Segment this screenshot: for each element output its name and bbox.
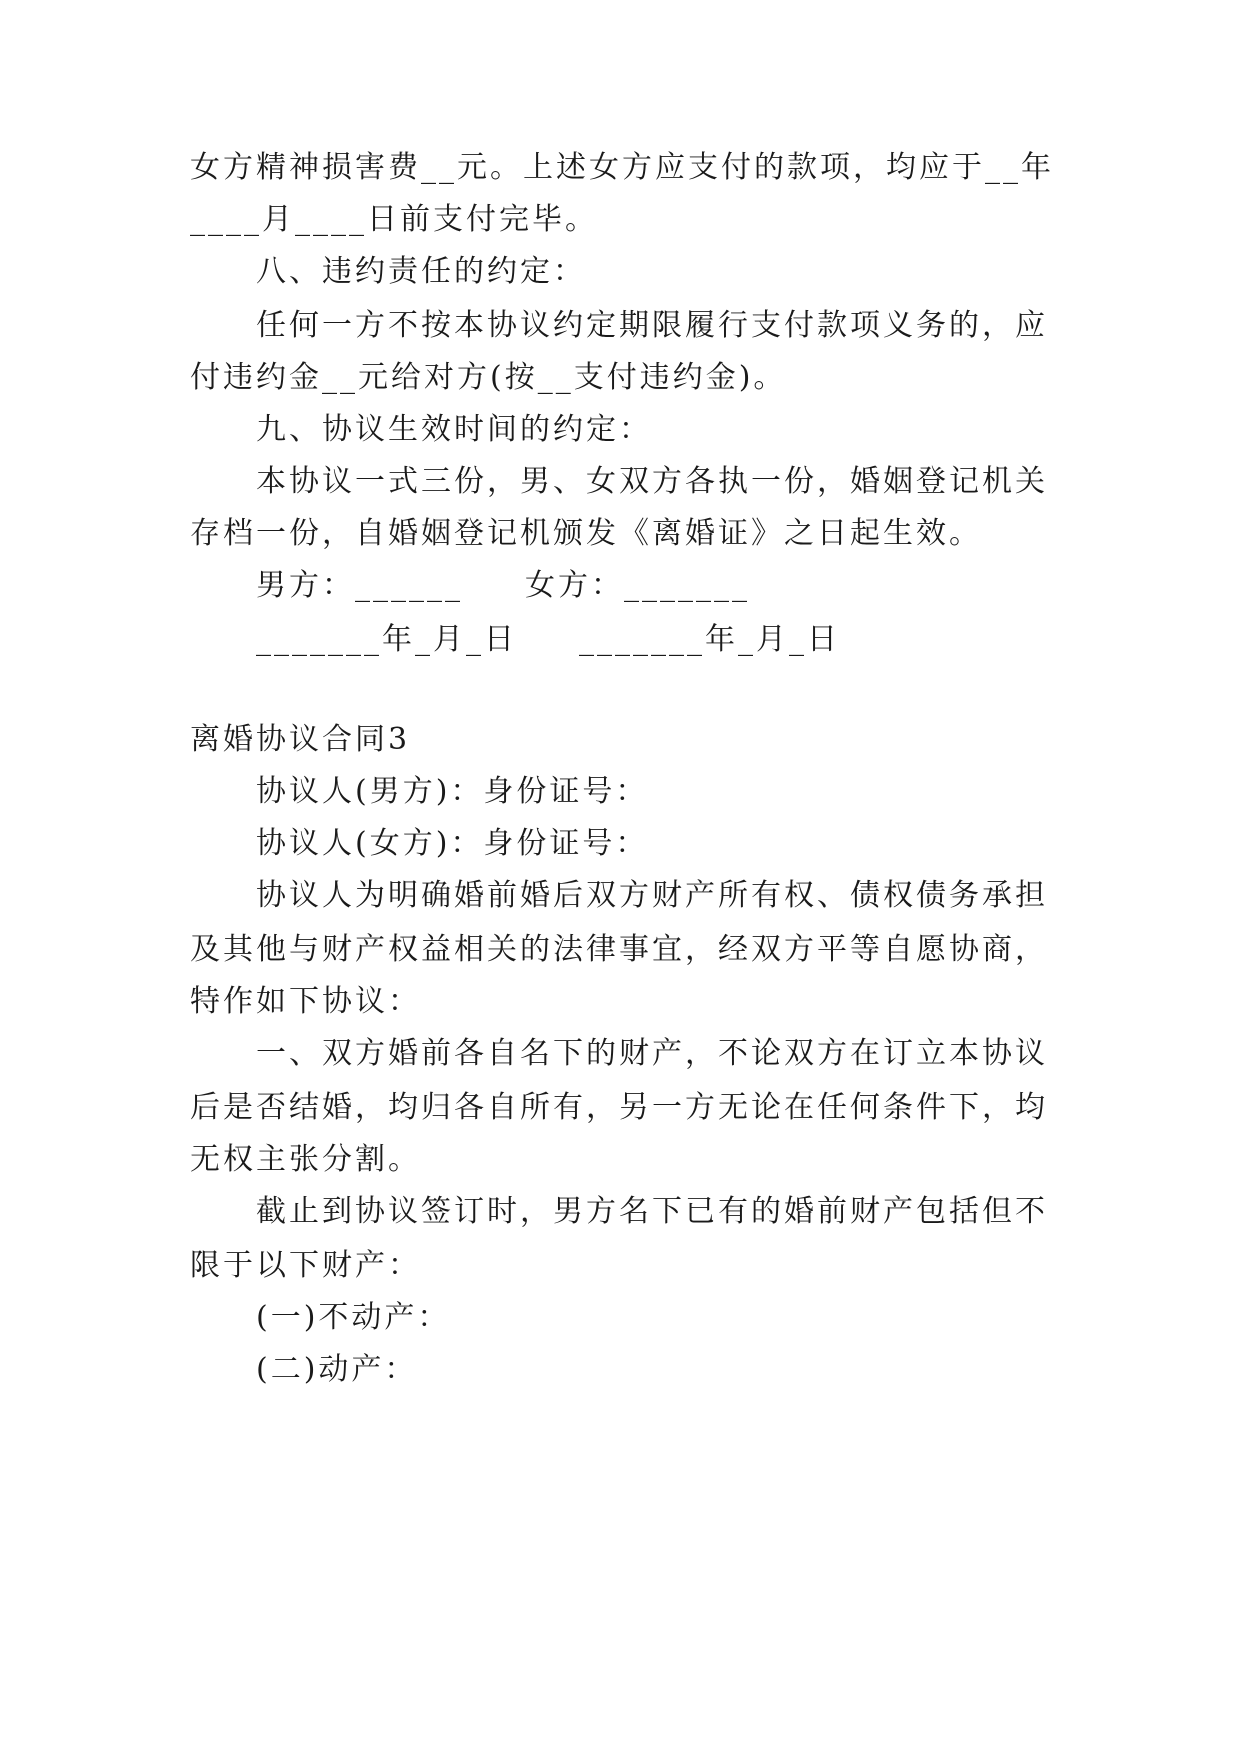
paragraph-line: 女方精神损害费__元。上述女方应支付的款项，均应于__年	[190, 150, 1054, 185]
paragraph-line: 存档一份，自婚姻登记机颁发《离婚证》之日起生效。	[190, 516, 982, 551]
paragraph-line: 一、双方婚前各自名下的财产，不论双方在订立本协议	[256, 1036, 1048, 1071]
paragraph-line: 特作如下协议：	[190, 984, 421, 1019]
date-line	[256, 620, 1126, 660]
paragraph-line: 截止到协议签订时，男方名下已有的婚前财产包括但不	[256, 1194, 1048, 1229]
female-date: _______年_月_日	[579, 622, 840, 657]
paragraph-line: 无权主张分割。	[190, 1142, 421, 1177]
list-item: (一)不动产：	[256, 1300, 451, 1335]
signature-line	[256, 566, 1126, 606]
paragraph-line: ____月____日前支付完毕。	[190, 202, 598, 237]
male-signature: 男方：______	[256, 568, 463, 603]
clause-heading: 八、违约责任的约定：	[256, 254, 586, 289]
clause-heading: 九、协议生效时间的约定：	[256, 412, 652, 447]
paragraph-line: 协议人为明确婚前婚后双方财产所有权、债权债务承担	[256, 878, 1048, 913]
section-title: 离婚协议合同3	[190, 722, 411, 757]
female-signature: 女方：_______	[525, 568, 750, 603]
party-line: 协议人(男方)：身份证号：	[256, 774, 649, 809]
list-item: (二)动产：	[256, 1352, 418, 1387]
paragraph-line: 付违约金__元给对方(按__支付违约金)。	[190, 360, 787, 395]
paragraph-line: 本协议一式三份，男、女双方各执一份，婚姻登记机关	[256, 464, 1048, 499]
paragraph-line: 及其他与财产权益相关的法律事宜，经双方平等自愿协商，	[190, 932, 1048, 967]
paragraph-line: 后是否结婚，均归各自所有，另一方无论在任何条件下，均	[190, 1090, 1048, 1125]
paragraph-line: 限于以下财产：	[190, 1248, 421, 1283]
party-line: 协议人(女方)：身份证号：	[256, 826, 649, 861]
male-date: _______年_月_日	[256, 622, 517, 657]
paragraph-line: 任何一方不按本协议约定期限履行支付款项义务的，应	[256, 308, 1048, 343]
